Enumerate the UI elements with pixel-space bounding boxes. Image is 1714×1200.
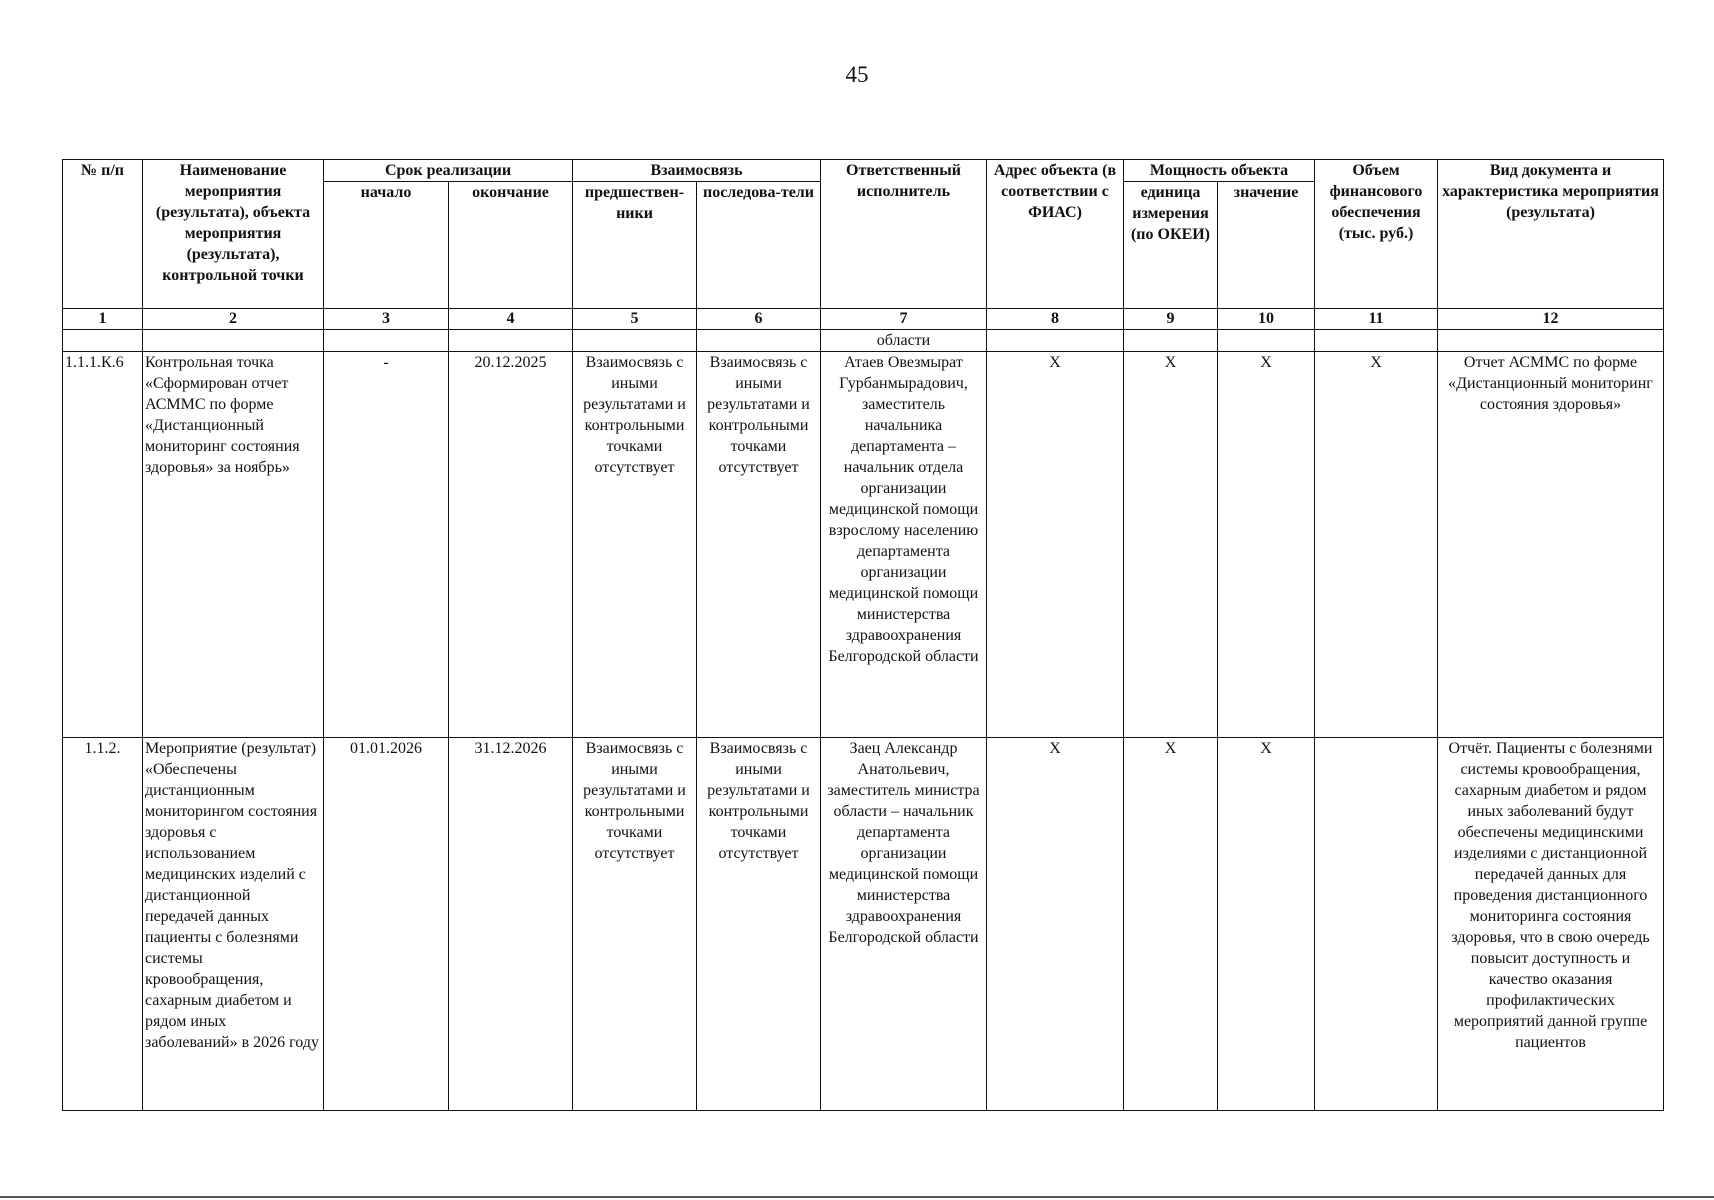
row-value: X (1218, 738, 1315, 1111)
table-row (63, 352, 1664, 738)
header-group-period: Срок реализации (324, 160, 573, 182)
row-unit: X (1124, 738, 1218, 1111)
column-number: 3 (324, 309, 449, 330)
column-number: 9 (1124, 309, 1218, 330)
row-start: 01.01.2026 (324, 738, 449, 1111)
header-col-8: Адрес объекта (в соответствии с ФИАС) (987, 160, 1124, 309)
row-responsible: Атаев Овезмырат Гурбанмырадович, заместитель начальника департамента – начальник отдела организации медицинской помощи взрослому населению департамента организации медицинской помощи министерства здравоохранения Белгородской области (821, 352, 987, 738)
row-address: X (987, 738, 1124, 1111)
header-col-2: Наименование мероприятия (результата), объекта мероприятия (результата), контрольной точки (143, 160, 324, 309)
table-row (63, 738, 1664, 1111)
header-col-12: Вид документа и характеристика мероприятия (результата) (1438, 160, 1664, 309)
page-number: 45 (845, 62, 869, 87)
row-predecessors: Взаимосвязь с иными результатами и контрольными точками отсутствует (573, 352, 697, 738)
row-predecessors: Взаимосвязь с иными результатами и контрольными точками отсутствует (573, 738, 697, 1111)
row-name: Контрольная точка «Сформирован отчет АСММС по форме «Дистанционный мониторинг состояния здоровья» за ноябрь» (143, 352, 324, 738)
column-number: 6 (697, 309, 821, 330)
header-row-1 (63, 160, 1664, 182)
plan-table (62, 159, 1664, 1111)
header-col-11: Объем финансового обеспечения (тыс. руб.) (1315, 160, 1438, 309)
column-number: 7 (821, 309, 987, 330)
column-number: 11 (1315, 309, 1438, 330)
header-col-1: № п/п (63, 160, 143, 309)
header-group-capacity: Мощность объекта (1124, 160, 1315, 182)
row-responsible: Заец Александр Анатольевич, заместитель министра области – начальник департамента организации медицинской помощи министерства здравоохранения Белгородской области (821, 738, 987, 1111)
header-col-5: предшествен-ники (573, 182, 697, 309)
row-value: X (1218, 352, 1315, 738)
header-col-9: единица измерения (по ОКЕИ) (1124, 182, 1218, 309)
column-numbers-row (63, 309, 1664, 330)
row-document: Отчет АСММС по форме «Дистанционный мониторинг состояния здоровья» (1438, 352, 1664, 738)
scan-edge-line (0, 1196, 1714, 1198)
header-col-4: окончание (449, 182, 573, 309)
row-finance (1315, 738, 1438, 1111)
column-number: 1 (63, 309, 143, 330)
column-number: 2 (143, 309, 324, 330)
row-number: 1.1.2. (63, 738, 143, 1111)
column-number: 10 (1218, 309, 1315, 330)
row-document: Отчёт. Пациенты с болезнями системы кровообращения, сахарным диабетом и рядом иных заболеваний будут обеспечены медицинскими изделиями с дистанционной передачей данных для проведения дистанционного мониторинга состояния здоровья, что в свою очередь повысит доступность и качество оказания профилактических мероприятий данной группе пациентов (1438, 738, 1664, 1111)
row-address: X (987, 352, 1124, 738)
header-col-6: последова-тели (697, 182, 821, 309)
row-end: 31.12.2026 (449, 738, 573, 1111)
continuation-row (63, 330, 1664, 352)
row-successors: Взаимосвязь с иными результатами и контрольными точками отсутствует (697, 352, 821, 738)
row-name: Мероприятие (результат) «Обеспечены дистанционным мониторингом состояния здоровья с использованием медицинских изделий с дистанционной передачей данных пациенты с болезнями системы кровообращения, сахарным диабетом и рядом иных заболеваний» в 2026 году (143, 738, 324, 1111)
row-start: - (324, 352, 449, 738)
row-number: 1.1.1.К.6 (63, 352, 143, 738)
row-finance: X (1315, 352, 1438, 738)
header-col-10: значение (1218, 182, 1315, 309)
column-number: 5 (573, 309, 697, 330)
row-successors: Взаимосвязь с иными результатами и контрольными точками отсутствует (697, 738, 821, 1111)
continuation-responsible: области (821, 330, 987, 352)
header-group-links: Взаимосвязь (573, 160, 821, 182)
column-number: 12 (1438, 309, 1664, 330)
column-number: 4 (449, 309, 573, 330)
header-col-3: начало (324, 182, 449, 309)
header-col-7: Ответственный исполнитель (821, 160, 987, 309)
column-number: 8 (987, 309, 1124, 330)
row-end: 20.12.2025 (449, 352, 573, 738)
row-unit: X (1124, 352, 1218, 738)
